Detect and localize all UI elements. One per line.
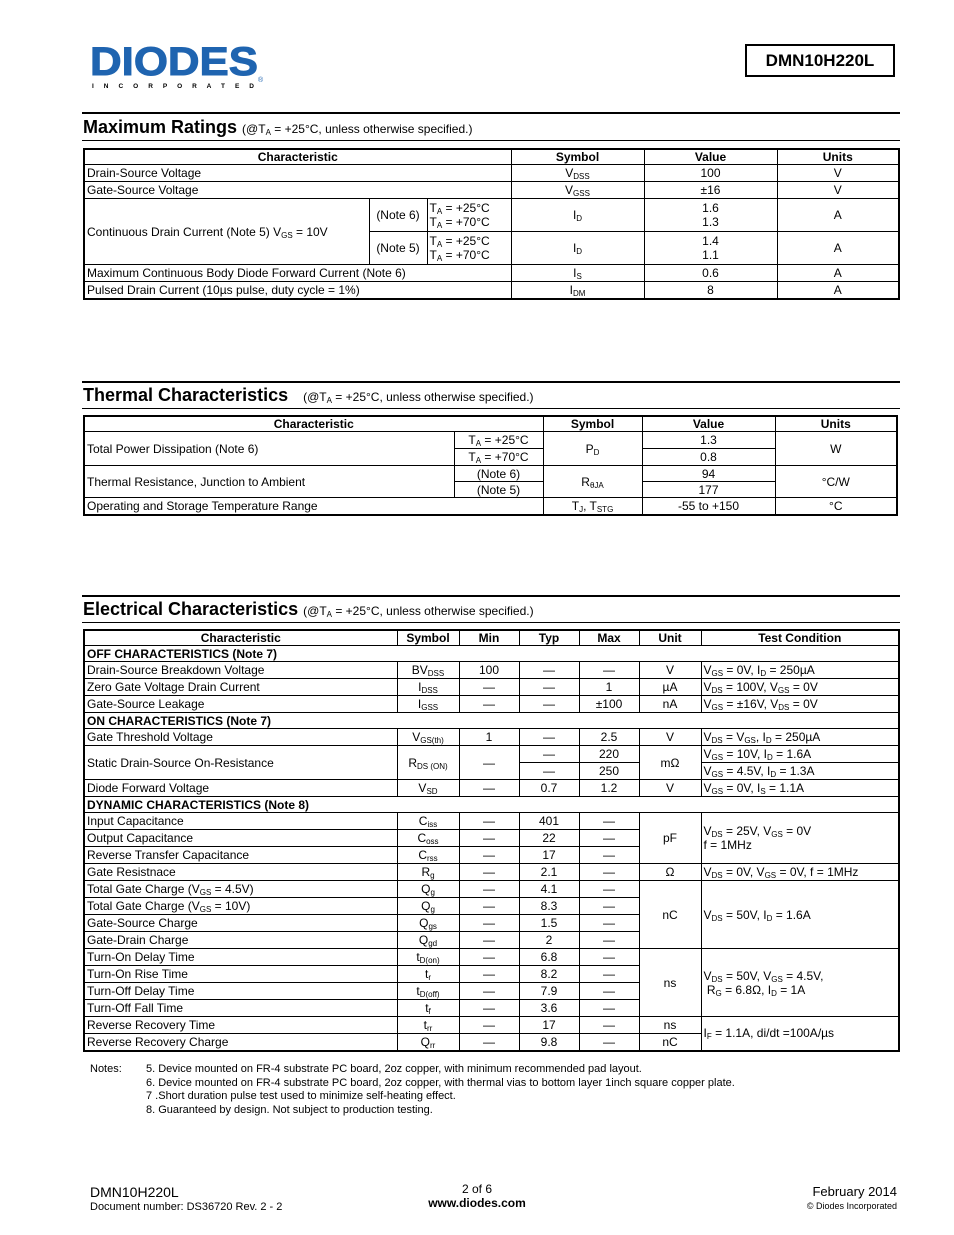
part-number: DMN10H220L — [765, 50, 875, 70]
footer-part: DMN10H220L — [90, 1184, 179, 1200]
footer-doc-number: Document number: DS36720 Rev. 2 - 2 — [90, 1201, 283, 1213]
table-row: Continuous Drain Current (Note 5) $V_{GS} = 10V$ (Note 6) $T_A = +25^\circ C$ $T_A = +70^\circ C$ $I_D$ 1.6 1.3 A — [84, 199, 899, 232]
table-row: Gate-Source Voltage $V_{GSS}$ ±16 V — [84, 182, 899, 199]
logo-subtext: I N C O R P O R A T E D — [92, 83, 255, 90]
table-row: — 250 $V_{GS} = 4.5V$, $I_D = 1.3A$ — [84, 763, 899, 780]
section-subtitle: ($@T_A = +25^\circ C$, unless otherwise specified.) — [303, 390, 534, 405]
table-row: Thermal Resistance, Junction to Ambient (Note 6) $R_{\theta JA}$ 94 °C/W — [84, 466, 897, 482]
table-row: $T_A = +70^\circ C$ 0.8 — [84, 449, 897, 466]
table-row: Static Drain-Source On-Resistance $R_{DS (ON)}$ — — 220 mΩ $V_{GS} = 10V$, $I_D = 1.6A$ — [84, 746, 899, 763]
section-rule — [82, 622, 900, 623]
table-row: Turn-On Rise Time $t_r$ — 8.2 — — [84, 966, 899, 983]
electrical-table — [83, 629, 900, 1052]
table-header-row: Characteristic Symbol Value Units — [84, 416, 897, 432]
group-row: DYNAMIC CHARACTERISTICS (Note 8) — [84, 797, 899, 813]
notes-label: Notes: — [90, 1063, 122, 1075]
section-rule — [82, 381, 900, 383]
table-row: Operating and Storage Temperature Range $T_J$, $T_{STG}$ -55 to +150 °C — [84, 498, 897, 515]
section-rule — [82, 140, 900, 141]
footer-url[interactable]: www.diodes.com — [428, 1196, 526, 1210]
footer-right — [807, 1184, 897, 1211]
table-row: Turn-On Delay Time $t_{D(on)}$ — 6.8 — ns $V_{DS} = 50V$, $V_{GS} = 4.5V$, $R_G = 6.8\Omega$, $I_D = 1A$ — [84, 949, 899, 966]
table-row: Gate-Source Leakage $I_{GSS}$ — — ±100 nA $V_{GS} = \pm 16V$, $V_{DS} = 0V$ — [84, 696, 899, 713]
note-item: 7 .Short duration pulse test used to minimize self-heating effect. — [146, 1090, 456, 1102]
table-row: Reverse Recovery Time $t_{rr}$ — 17 — ns $I_F = 1.1A$, di/dt =100A/µs — [84, 1017, 899, 1034]
note-item: 8. Guaranteed by design. Not subject to production testing. — [146, 1103, 433, 1116]
table-row: Pulsed Drain Current (10µs pulse, duty cycle = 1%) $I_{DM}$ 8 A — [84, 282, 899, 299]
max-ratings-table — [83, 148, 900, 300]
note-item: 5. Device mounted on FR-4 substrate PC board, 2oz copper, with minimum recommended pad layout. — [146, 1063, 642, 1075]
section-rule — [82, 595, 900, 597]
table-row: Gate-Source Charge $Q_{gs}$ — 1.5 — — [84, 915, 899, 932]
section-title: Maximum Ratings — [83, 117, 238, 137]
table-row: Gate Threshold Voltage $V_{GS(th)}$ 1 — 2.5 V $V_{DS} = V_{GS}$, $I_D = 250\mu A$ — [84, 729, 899, 746]
table-row: Reverse Transfer Capacitance $C_{rss}$ — 17 — — [84, 847, 899, 864]
table-row: Reverse Recovery Charge $Q_{rr}$ — 9.8 — nC — [84, 1034, 899, 1051]
table-header-row: Characteristic Symbol Min Typ Max Unit Test Condition — [84, 630, 899, 646]
electrical-heading — [83, 599, 534, 620]
table-row: (Note 5) $T_A = +25^\circ C$ $T_A = +70^\circ C$ $I_D$ 1.4 1.1 A — [84, 232, 899, 265]
note-item: 6. Device mounted on FR-4 substrate PC board, 2oz copper, with thermal vias to bottom layer 1inch square copper plate. — [146, 1076, 735, 1089]
section-title: Thermal Characteristics — [83, 385, 289, 405]
table-row: Diode Forward Voltage $V_{SD}$ — 0.7 1.2 V $V_{GS} = 0V$, $I_S = 1.1A$ — [84, 780, 899, 797]
table-row: Turn-Off Delay Time $t_{D(off)}$ — 7.9 — — [84, 983, 899, 1000]
page-number: 2 of 6 — [461, 1182, 493, 1196]
table-row: Total Gate Charge $(V_{GS} = 10V)$ $Q_g$ — 8.3 — — [84, 898, 899, 915]
max-ratings-heading — [83, 117, 472, 138]
table-row: Drain-Source Voltage $V_{DSS}$ 100 V — [84, 165, 899, 182]
table-row: Gate-Drain Charge $Q_{gd}$ — 2 — — [84, 932, 899, 949]
table-row: Total Gate Charge $(V_{GS} = 4.5V)$ $Q_g$ — 4.1 — nC $V_{DS} = 50V$, $I_D = 1.6A$ — [84, 881, 899, 898]
table-header-row: Characteristic Symbol Value Units — [84, 149, 899, 165]
thermal-table — [83, 415, 898, 516]
group-row: OFF CHARACTERISTICS (Note 7) — [84, 646, 899, 662]
table-row: (Note 5) 177 — [84, 482, 897, 498]
section-rule — [82, 408, 900, 409]
table-row: Total Power Dissipation (Note 6) $T_A = +25^\circ C$ $P_D$ 1.3 W — [84, 432, 897, 449]
table-row: Gate Resistnace $R_g$ — 2.1 — Ω $V_{DS} = 0V$, $V_{GS} = 0V$, f = 1MHz — [84, 864, 899, 881]
footer-date: February 2014 — [812, 1184, 897, 1199]
table-row: Maximum Continuous Body Diode Forward Current (Note 6) $I_S$ 0.6 A — [84, 265, 899, 282]
logo-text: DIODES — [90, 42, 258, 84]
table-row: Turn-Off Fall Time $t_f$ — 3.6 — — [84, 1000, 899, 1017]
table-row: Drain-Source Breakdown Voltage $BV_{DSS}$ 100 — — V $V_{GS} = 0V$, $I_D = 250\mu A$ — [84, 662, 899, 679]
section-subtitle: ($@T_A = +25^\circ C$, unless otherwise specified.) — [303, 604, 534, 619]
table-row: Input Capacitance $C_{iss}$ — 401 — pF $V_{DS} = 25V$, $V_{GS} = 0V$ f = 1MHz — [84, 813, 899, 830]
table-row: Output Capacitance $C_{oss}$ — 22 — — [84, 830, 899, 847]
diodes-logo — [90, 42, 266, 92]
footer-copyright: © Diodes Incorporated — [806, 1201, 897, 1211]
thermal-heading — [83, 385, 534, 406]
group-row: ON CHARACTERISTICS (Note 7) — [84, 713, 899, 729]
svg-text:®: ® — [258, 77, 264, 84]
section-title: Electrical Characteristics — [83, 599, 299, 619]
section-subtitle: ($@T_A = +25^\circ C$, unless otherwise specified.) — [242, 122, 473, 137]
table-row: Zero Gate Voltage Drain Current $I_{DSS}$ — — 1 µA $V_{DS} = 100V$, $V_{GS} = 0V$ — [84, 679, 899, 696]
section-rule — [82, 112, 900, 114]
part-number-box — [745, 44, 895, 77]
